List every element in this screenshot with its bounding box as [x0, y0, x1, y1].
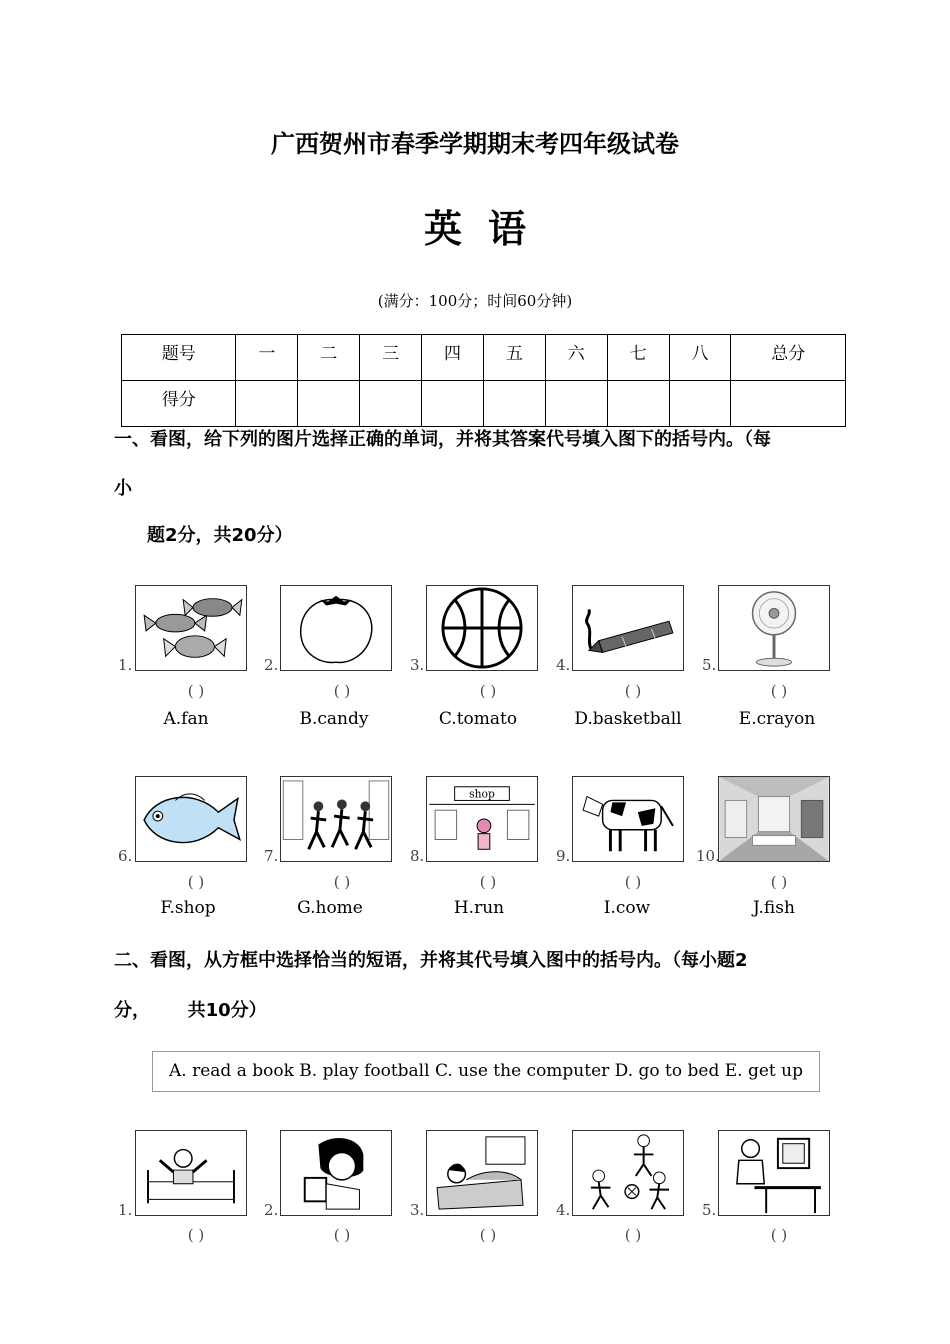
answer-blank[interactable]: ( )	[187, 682, 205, 700]
item-number: 1.	[118, 656, 133, 674]
word-option: I.cow	[603, 898, 651, 918]
shop-sign: shop	[469, 787, 495, 801]
fan-icon	[719, 586, 829, 670]
word-option: G.home	[297, 898, 363, 918]
picture-frame	[135, 585, 247, 671]
go-to-bed-icon	[427, 1131, 537, 1215]
item-number: 7.	[264, 847, 279, 865]
home-icon	[719, 777, 829, 861]
section2-heading: 二、看图，从方框中选择恰当的短语，并将其代号填入图中的括号内。（每小题2	[114, 950, 748, 971]
score-cell[interactable]	[236, 381, 298, 427]
answer-blank[interactable]: ( )	[333, 1226, 351, 1244]
picture-frame	[426, 1130, 538, 1216]
word-option: E.crayon	[738, 709, 816, 729]
score-cell[interactable]	[360, 381, 422, 427]
answer-blank[interactable]: ( )	[770, 873, 788, 891]
table-cell: 题号	[122, 335, 236, 381]
table-cell: 五	[483, 335, 545, 381]
table-cell: 七	[607, 335, 669, 381]
crayon-icon	[573, 586, 683, 670]
word-option: A.fan	[163, 709, 209, 729]
item-number: 1.	[118, 1201, 133, 1219]
item-number: 2.	[264, 656, 279, 674]
table-cell: 三	[360, 335, 422, 381]
football-icon	[573, 1131, 683, 1215]
picture-frame	[572, 776, 684, 862]
table-cell: 一	[236, 335, 298, 381]
answer-blank[interactable]: ( )	[770, 1226, 788, 1244]
picture-frame	[280, 1130, 392, 1216]
picture-frame	[718, 585, 830, 671]
phrase-options-box: A. read a book B. play football C. use the computer D. go to bed E. get up	[152, 1051, 820, 1092]
item-number: 5.	[702, 1201, 717, 1219]
picture-frame	[426, 585, 538, 671]
table-cell: 二	[298, 335, 360, 381]
picture-frame	[135, 1130, 247, 1216]
answer-blank[interactable]: ( )	[479, 1226, 497, 1244]
get-up-icon	[136, 1131, 246, 1215]
answer-blank[interactable]: ( )	[479, 682, 497, 700]
score-cell[interactable]	[483, 381, 545, 427]
score-cell[interactable]	[545, 381, 607, 427]
item-number: 5.	[702, 656, 717, 674]
picture-frame	[426, 776, 538, 862]
item-number: 3.	[410, 1201, 425, 1219]
basketball-icon	[427, 586, 537, 670]
answer-blank[interactable]: ( )	[624, 1226, 642, 1244]
score-table	[121, 334, 846, 427]
item-number: 2.	[264, 1201, 279, 1219]
exam-title: 广西贺州市春季学期期末考四年级试卷	[271, 130, 679, 158]
table-cell: 总分	[731, 335, 846, 381]
table-cell: 八	[669, 335, 731, 381]
section1-heading-cont: 小	[114, 478, 132, 499]
word-option: C.tomato	[438, 709, 518, 729]
picture-frame	[718, 776, 830, 862]
picture-frame	[572, 585, 684, 671]
read-book-icon	[281, 1131, 391, 1215]
tomato-icon	[281, 586, 391, 670]
word-option: B.candy	[299, 709, 369, 729]
word-option: J.fish	[753, 898, 795, 918]
shop-icon	[427, 777, 537, 861]
score-table-header-row	[122, 335, 846, 381]
answer-blank[interactable]: ( )	[187, 873, 205, 891]
item-number: 8.	[410, 847, 425, 865]
table-cell: 得分	[122, 381, 236, 427]
computer-icon	[719, 1131, 829, 1215]
word-option: H.run	[453, 898, 505, 918]
picture-frame	[572, 1130, 684, 1216]
answer-blank[interactable]: ( )	[479, 873, 497, 891]
answer-blank[interactable]: ( )	[333, 873, 351, 891]
subject-title: 英语	[423, 207, 552, 251]
score-cell[interactable]	[731, 381, 846, 427]
exam-note: (满分：100分；时间60分钟)	[377, 292, 573, 310]
fish-icon	[136, 777, 246, 861]
section1-heading-cont2: 题2分，共20分）	[147, 525, 293, 546]
score-cell[interactable]	[669, 381, 731, 427]
word-option: D.basketball	[574, 709, 682, 729]
item-number: 3.	[410, 656, 425, 674]
candy-icon	[136, 586, 246, 670]
score-cell[interactable]	[607, 381, 669, 427]
table-cell: 六	[545, 335, 607, 381]
item-number: 9.	[556, 847, 571, 865]
cow-icon	[573, 777, 683, 861]
answer-blank[interactable]: ( )	[624, 682, 642, 700]
item-number: 4.	[556, 1201, 571, 1219]
picture-frame	[280, 776, 392, 862]
picture-frame	[280, 585, 392, 671]
word-option: F.shop	[160, 898, 216, 918]
item-number: 4.	[556, 656, 571, 674]
picture-frame	[718, 1130, 830, 1216]
run-icon	[281, 777, 391, 861]
score-cell[interactable]	[422, 381, 484, 427]
score-table-score-row	[122, 381, 846, 427]
section1-heading: 一、看图，给下列的图片选择正确的单词，并将其答案代号填入图下的括号内。（每	[114, 429, 771, 450]
section2-heading-cont: 分， 共10分）	[114, 1000, 267, 1021]
table-cell: 四	[422, 335, 484, 381]
item-number: 10.	[696, 847, 720, 865]
answer-blank[interactable]: ( )	[770, 682, 788, 700]
picture-frame	[135, 776, 247, 862]
item-number: 6.	[118, 847, 133, 865]
answer-blank[interactable]: ( )	[624, 873, 642, 891]
answer-blank[interactable]: ( )	[187, 1226, 205, 1244]
answer-blank[interactable]: ( )	[333, 682, 351, 700]
score-cell[interactable]	[298, 381, 360, 427]
